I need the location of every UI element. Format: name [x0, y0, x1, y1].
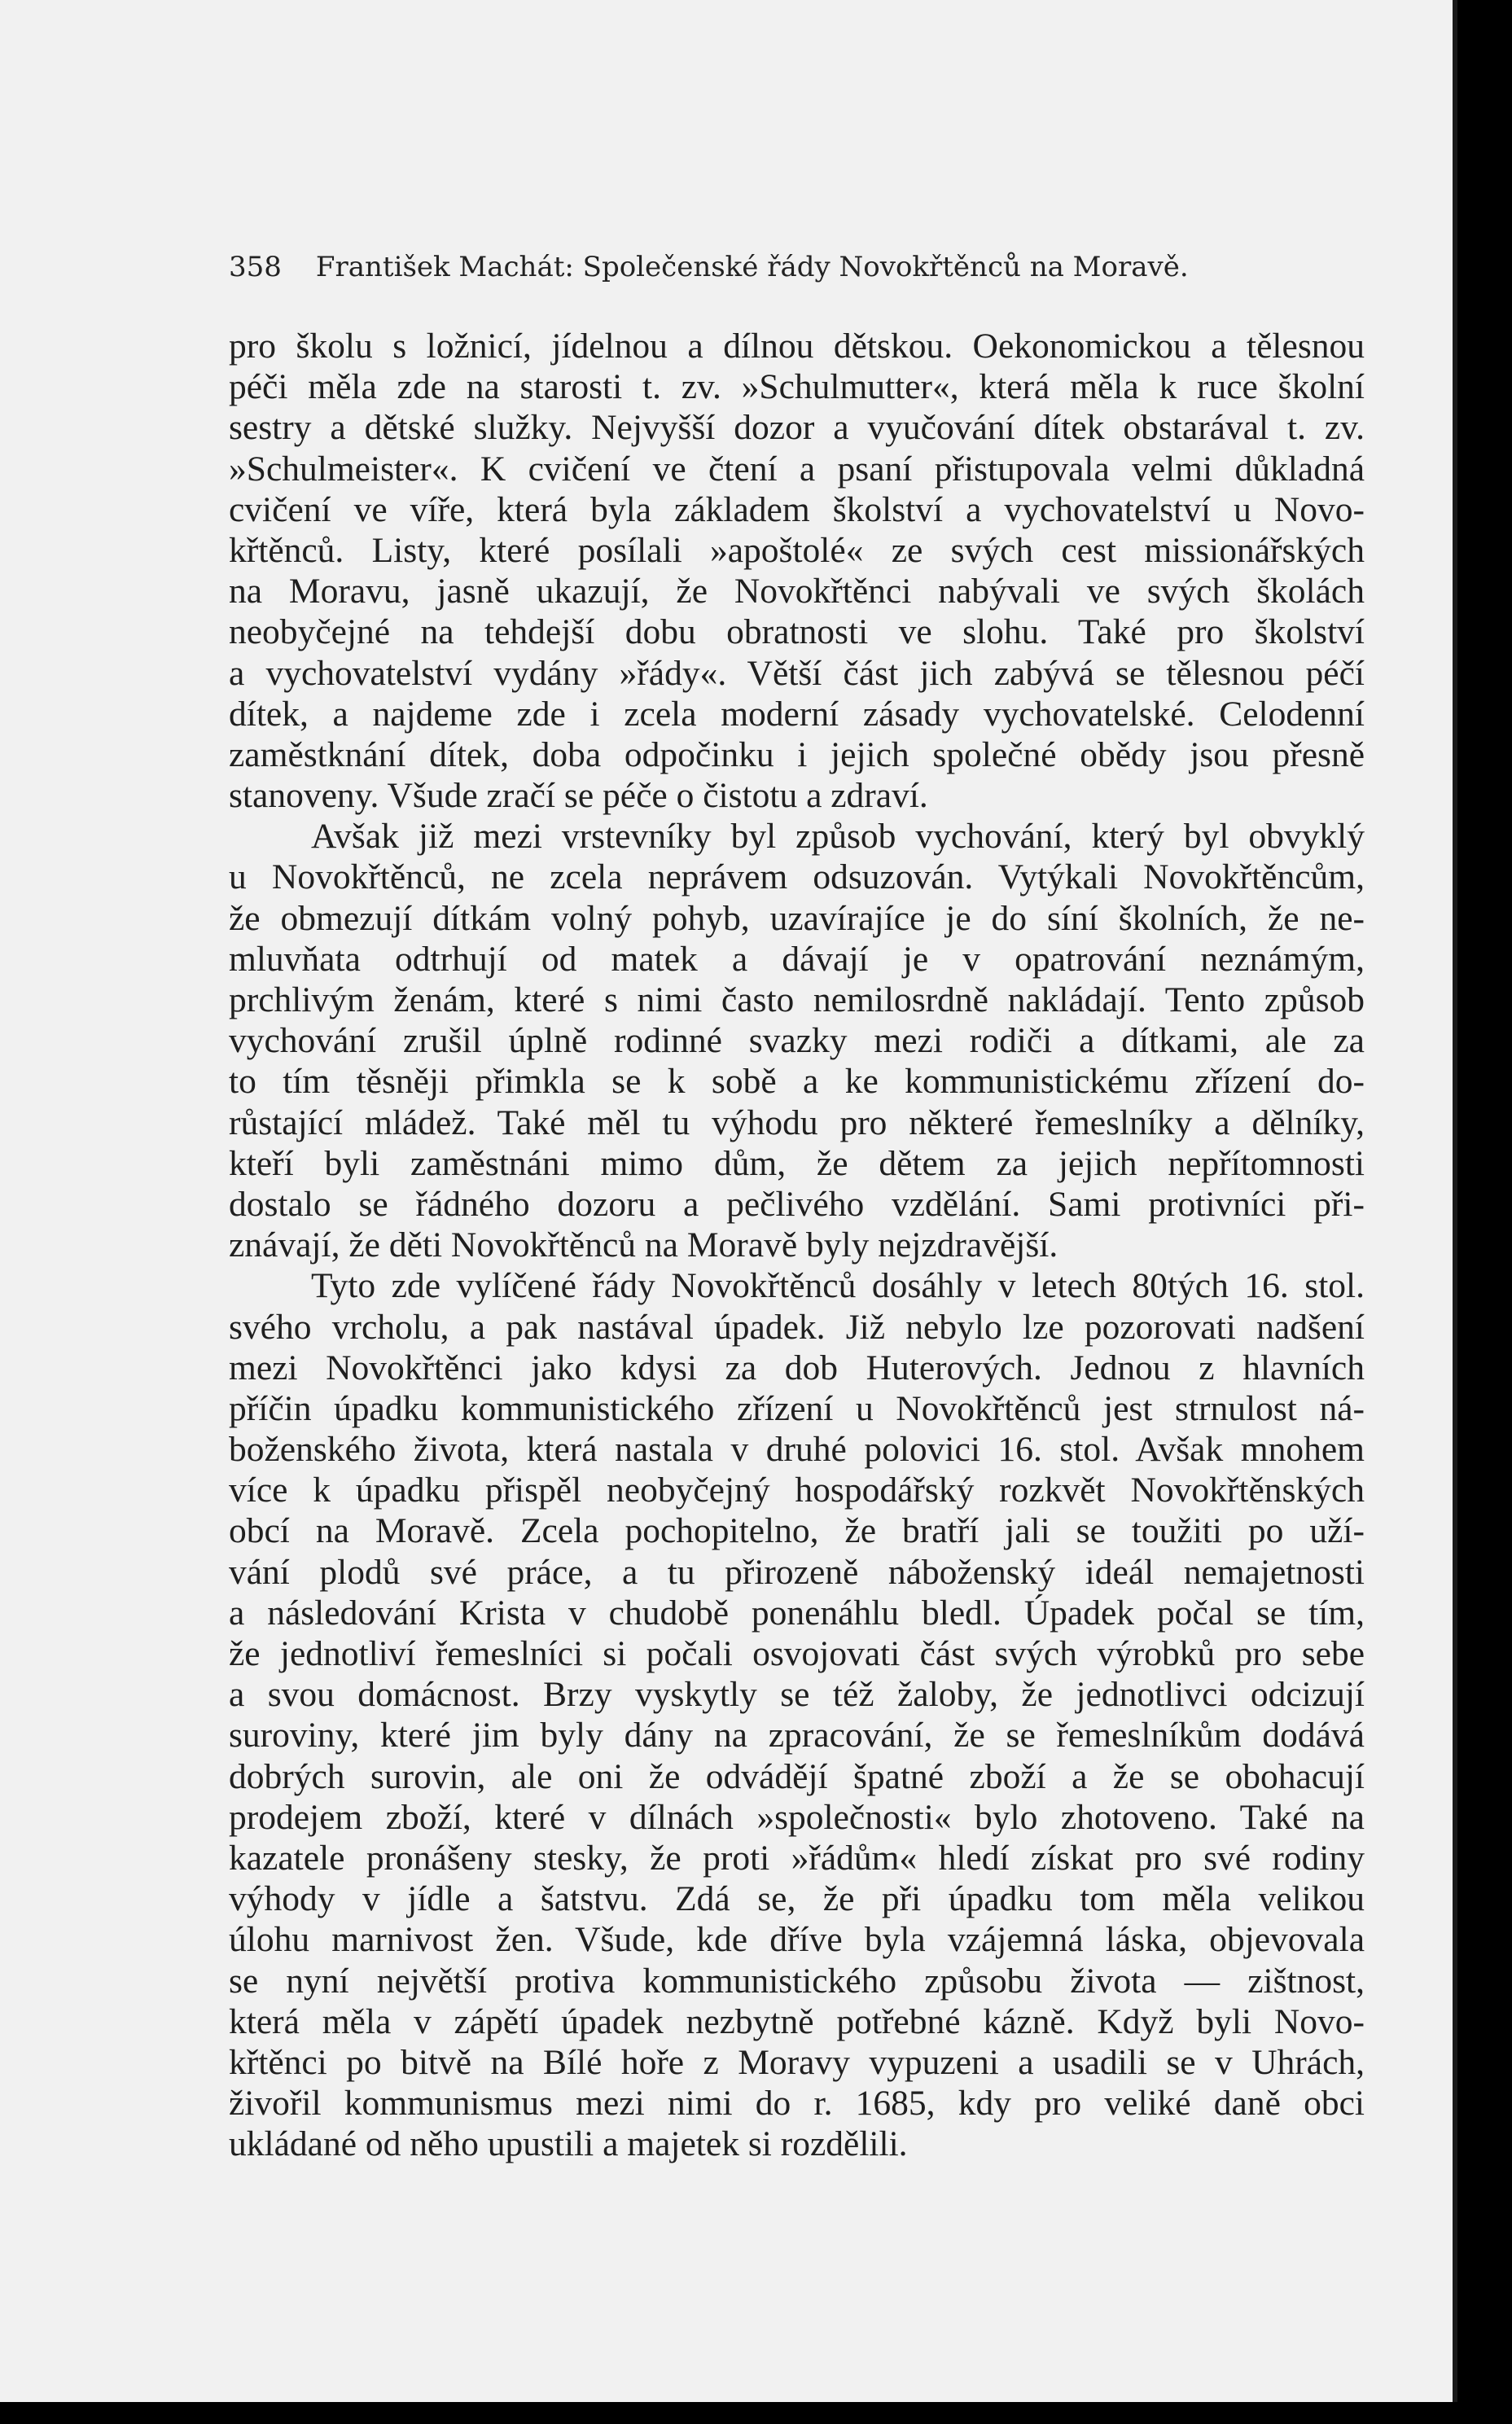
text-line: kteří byli zaměstnáni mimo dům, že dětem za jejich nepřítomnosti: [229, 1143, 1365, 1183]
text-line: více k úpadku přispěl neobyčejný hospodářský rozkvět Novokřtěnských: [229, 1471, 1365, 1510]
paragraph: [229, 326, 1365, 816]
text-line: zaměstknání dítek, doba odpočinku i jejich společné obědy jsou přesně: [229, 734, 1365, 774]
text-line: stanoveny. Všude zračí se péče o čistotu a zdraví.: [229, 776, 928, 816]
body-text: [229, 326, 1365, 2164]
page-number: 358: [229, 251, 282, 283]
running-header: [229, 251, 1369, 283]
text-line: péči měla zde na starosti t. zv. »Schulmutter«, která měla k ruce školní: [229, 367, 1365, 407]
text-line: boženského života, která nastala v druhé polovici 16. stol. Avšak mnohem: [229, 1430, 1365, 1470]
text-line: neobyčejné na tehdejší dobu obratnosti ve slohu. Také pro školství: [229, 612, 1365, 652]
text-line: příčin úpadku kommunistického zřízení u Novokřtěnců jest strnulost ná-: [229, 1388, 1365, 1428]
text-line: pro školu s ložnicí, jídelnou a dílnou dětskou. Oekonomickou a tělesnou: [229, 327, 1365, 366]
text-line: na Moravu, jasně ukazují, že Novokřtěnci nabývali ve svých školách: [229, 572, 1365, 611]
text-line: u Novokřtěnců, ne zcela neprávem odsuzován. Vytýkali Novokřtěncům,: [229, 857, 1365, 897]
text-line: že jednotliví řemeslníci si počali osvojovati část svých výrobků pro sebe: [229, 1634, 1365, 1673]
paragraph: [229, 1265, 1365, 2164]
text-line: vychování zrušil úplně rodinné svazky mezi rodiči a dítkami, ale za: [229, 1021, 1365, 1061]
text-line: dostalo se řádného dozoru a pečlivého vzdělání. Sami protivníci při-: [229, 1184, 1365, 1224]
text-line: a následování Krista v chudobě ponenáhlu bledl. Úpadek počal se tím,: [229, 1593, 1365, 1633]
text-line: kazatele pronášeny stesky, že proti »řádům« hledí získat pro své rodiny: [229, 1838, 1365, 1878]
text-line: obcí na Moravě. Zcela pochopitelno, že bratří jali se toužiti po uží-: [229, 1511, 1365, 1551]
text-line: Tyto zde vylíčené řády Novokřtěnců dosáhly v letech 80tých 16. stol.: [311, 1266, 1365, 1306]
text-line: svého vrcholu, a pak nastával úpadek. Již nebylo lze pozorovati nadšení: [229, 1307, 1365, 1347]
text-line: prodejem zboží, které v dílnách »společnosti« bylo zhotoveno. Také na: [229, 1797, 1365, 1837]
text-line: živořil kommunismus mezi nimi do r. 1685, kdy pro veliké daně obci: [229, 2084, 1365, 2124]
text-line: dítek, a najdeme zde i zcela moderní zásady vychovatelské. Celodenní: [229, 694, 1365, 734]
running-title: František Machát: Společenské řády Novokřtěnců na Moravě.: [315, 251, 1189, 283]
text-line: mluvňata odtrhují od matek a dávají je v opatrování neznámým,: [229, 939, 1365, 979]
text-line: ukládané od něho upustili a majetek si rozdělili.: [229, 2124, 908, 2164]
text-line: se nyní největší protiva kommunistického způsobu života — zištnost,: [229, 1961, 1365, 2001]
text-line: to tím těsněji přimkla se k sobě a ke kommunistickému zřízení do-: [229, 1062, 1365, 1102]
text-line: křtěnců. Listy, které posílali »apoštolé« ze svých cest missionářských: [229, 530, 1365, 570]
text-line: sestry a dětské služky. Nejvyšší dozor a vyučování dítek obstarával t. zv.: [229, 408, 1365, 448]
text-line: vání plodů své práce, a tu přirozeně náboženský ideál nemajetnosti: [229, 1552, 1365, 1592]
text-line: »Schulmeister«. K cvičení ve čtení a psaní přistupovala velmi důkladná: [229, 449, 1365, 489]
text-line: růstající mládež. Také měl tu výhodu pro některé řemeslníky a dělníky,: [229, 1102, 1365, 1142]
text-line: dobrých surovin, ale oni že odvádějí špatné zboží a že se obohacují: [229, 1756, 1365, 1796]
text-line: prchlivým ženám, které s nimi často nemilosrdně nakládají. Tento způsob: [229, 980, 1365, 1019]
text-line: která měla v zápětí úpadek nezbytně potřebné kázně. Když byli Novo-: [229, 2001, 1365, 2041]
text-line: křtěnci po bitvě na Bílé hoře z Moravy vypuzeni a usadili se v Uhrách,: [229, 2042, 1365, 2082]
text-line: že obmezují dítkám volný pohyb, uzavírajíce je do síní školních, že ne-: [229, 898, 1365, 938]
text-line: suroviny, které jim byly dány na zpracování, že se řemeslníkům dodává: [229, 1716, 1365, 1756]
text-line: znávají, že děti Novokřtěnců na Moravě byly nejzdravější.: [229, 1225, 1058, 1265]
text-line: úlohu marnivost žen. Všude, kde dříve byla vzájemná láska, objevovala: [229, 1920, 1365, 1960]
text-line: mezi Novokřtěnci jako kdysi za dob Huterových. Jednou z hlavních: [229, 1348, 1365, 1387]
text-line: a svou domácnost. Brzy vyskytly se též žaloby, že jednotlivci odcizují: [229, 1675, 1365, 1715]
paragraph: [229, 816, 1365, 1265]
text-line: Avšak již mezi vrstevníky byl způsob vychování, který byl obvyklý: [311, 817, 1365, 857]
text-line: výhody v jídle a šatstvu. Zdá se, že při úpadku tom měla velikou: [229, 1879, 1365, 1919]
text-line: cvičení ve víře, která byla základem školství a vychovatelství u Novo-: [229, 489, 1365, 529]
text-line: a vychovatelství vydány »řády«. Větší část jich zabývá se tělesnou péčí: [229, 653, 1365, 693]
